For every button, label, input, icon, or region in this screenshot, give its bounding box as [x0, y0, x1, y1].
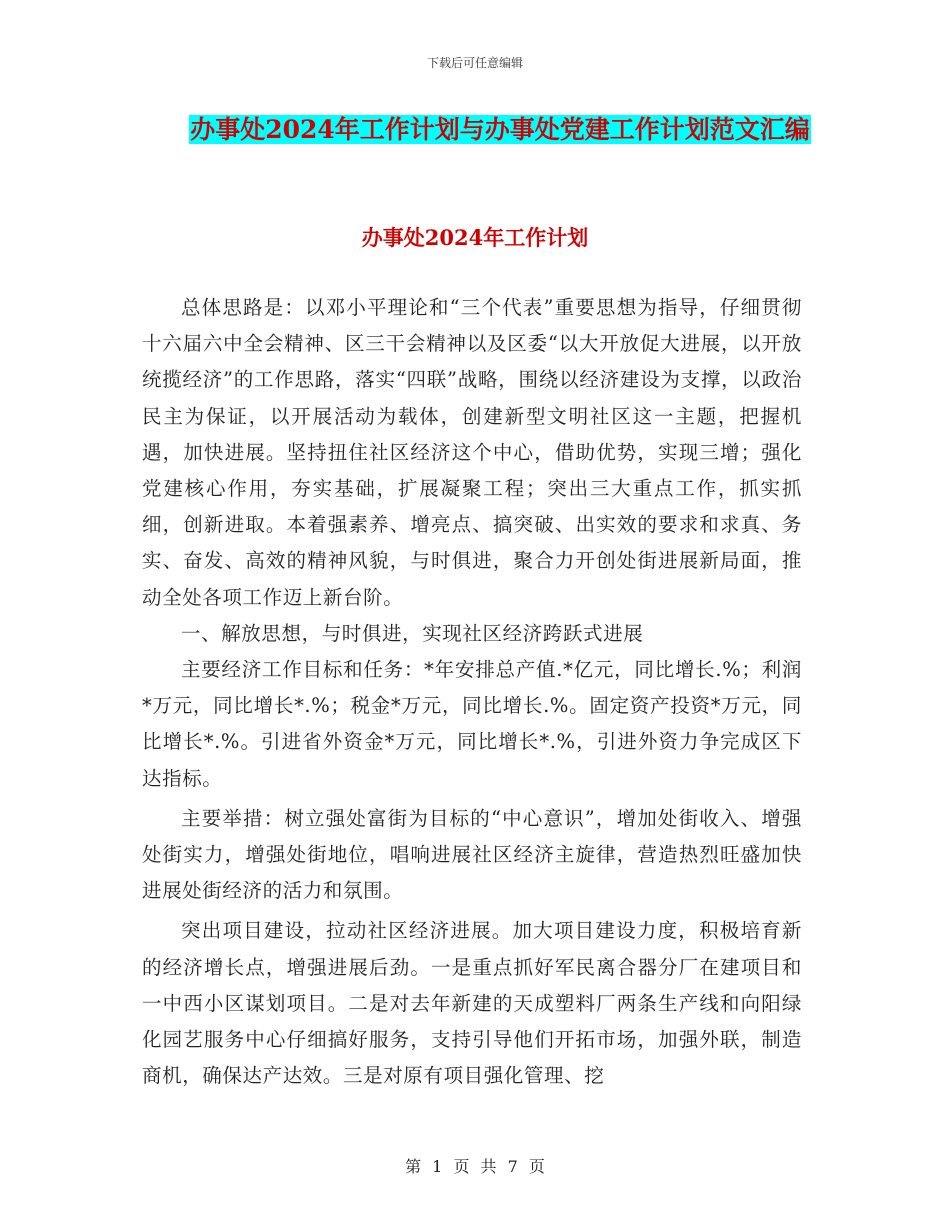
- page-footer: 第 1 页 共 7 页: [405, 1157, 545, 1176]
- document-title-text: 办事处2024年工作计划与办事处党建工作计划范文汇编: [190, 115, 810, 144]
- paragraph: 一、解放思想，与时俱进，实现社区经济跨跃式进展: [181, 621, 644, 645]
- paragraph: 主要经济工作目标和任务：*年安排总产值.*亿元，同比增长.%；利润*万元，同比增长*.%；税金*万元，同比增长.%。固定资产投资*万元，同比增长*.%。引进省外资金*万元，同比增长*.%，引进外资力争完成区下达指标。: [142, 658, 802, 790]
- document-body: [142, 290, 802, 1094]
- document-title: [150, 108, 850, 152]
- paragraph: 主要举措：树立强处富街为目标的“中心意识”，增加处街收入、增强处街实力，增强处街地位，唱响进展社区经济主旋律，营造热烈旺盛加快进展处街经济的活力和氛围。: [142, 806, 802, 903]
- section-title: 办事处2024年工作计划: [361, 225, 589, 250]
- header-note: 下载后可任意编辑: [426, 56, 523, 70]
- paragraph: 总体思路是：以邓小平理论和“三个代表”重要思想为指导，仔细贯彻十六届六中全会精神、区三干会精神以及区委“以大开放促大进展，以开放统揽经济”的工作思路，落实“四联”战略，围绕以经济建设为支撑，以政治民主为保证，以开展活动为载体，创建新型文明社区这一主题，把握机遇，加快进展。坚持扭住社区经济这个中心，借助优势，实现三增；强化党建核心作用，夯实基础，扩展凝聚工程；突出三大重点工作，抓实抓细，创新进取。本着强素养、增亮点、搞突破、出实效的要求和求真、务实、奋发、高效的精神风貌，与时俱进，聚合力开创处街进展新局面，推动全处各项工作迈上新台阶。: [142, 296, 802, 609]
- paragraph: 突出项目建设，拉动社区经济进展。加大项目建设力度，积极培育新的经济增长点，增强进展后劲。一是重点抓好军民离合器分厂在建项目和一中西小区谋划项目。二是对去年新建的天成塑料厂两条生产线和向阳绿化园艺服务中心仔细搞好服务，支持引导他们开拓市场，加强外联，制造商机，确保达产达效。三是对原有项目强化管理、挖: [142, 919, 802, 1088]
